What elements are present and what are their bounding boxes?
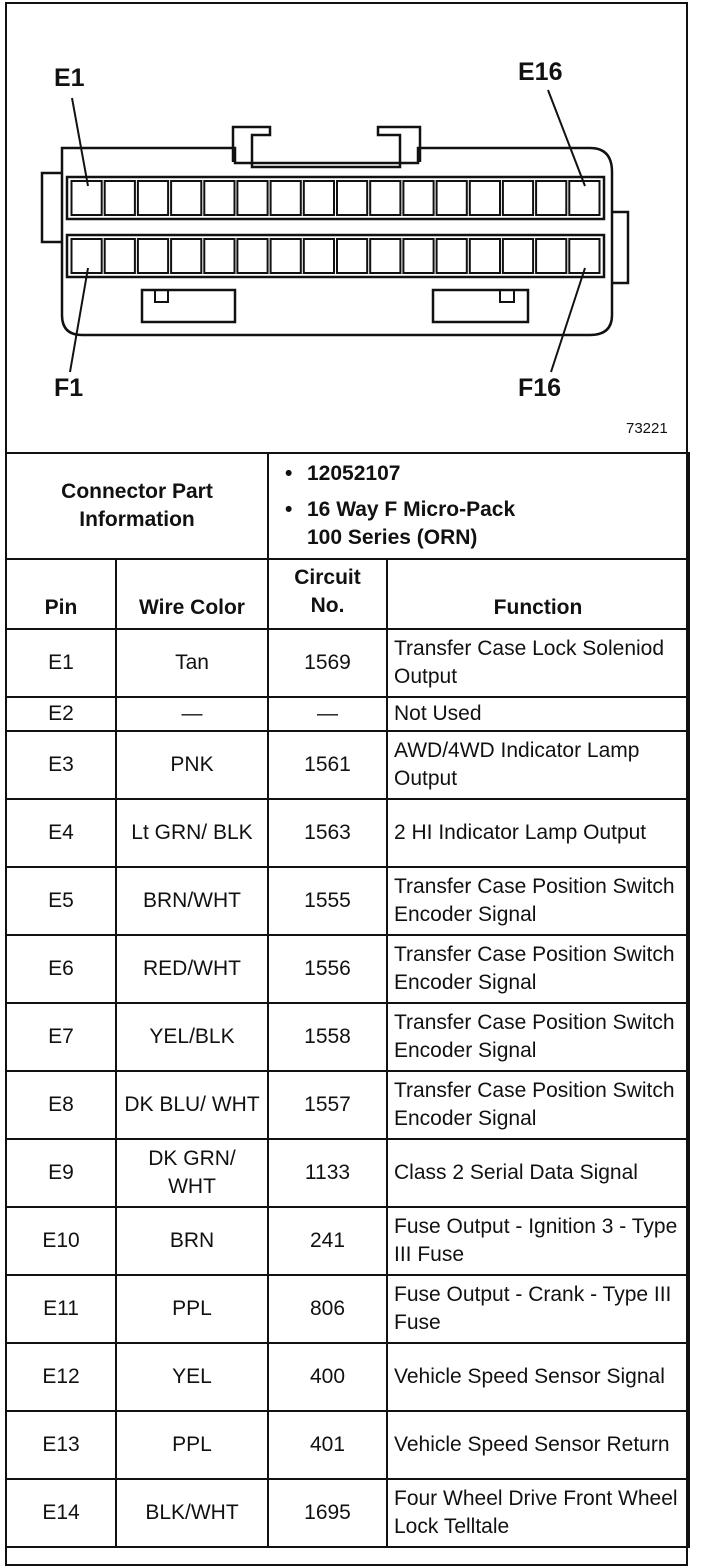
- header-circuit: [268, 559, 387, 629]
- pin-cavity-e9: [337, 181, 367, 215]
- pin-cavity-e12: [437, 181, 467, 215]
- circuit-cell: 241: [268, 1207, 387, 1275]
- table-header-row: [6, 559, 689, 629]
- description-line1: 16 Way F Micro-Pack: [307, 498, 516, 521]
- figure-number: 73221: [626, 420, 668, 437]
- pin-cavity-e15: [536, 181, 566, 215]
- circuit-cell: 1695: [268, 1479, 387, 1547]
- wire-color-cell: BRN: [116, 1207, 268, 1275]
- pin-cavity-f11: [403, 239, 433, 273]
- header-circuit-line2: No.: [310, 594, 345, 617]
- connector-info-label: [6, 453, 268, 559]
- pin-cell: E8: [6, 1071, 116, 1139]
- circuit-cell: 1563: [268, 799, 387, 867]
- pin-cavity-f1: [72, 239, 102, 273]
- function-cell: Four Wheel Drive Front Wheel Lock Telltale: [387, 1479, 689, 1547]
- description-line2: 100 Series (ORN): [307, 526, 478, 549]
- label-e1: E1: [54, 64, 85, 92]
- wire-color-cell: PPL: [116, 1275, 268, 1343]
- pin-cavity-f9: [337, 239, 367, 273]
- wire-color-cell: BLK/WHT: [116, 1479, 268, 1547]
- pin-cavity-f3: [138, 239, 168, 273]
- function-cell: Transfer Case Lock Soleniod Output: [387, 629, 689, 697]
- function-cell: Transfer Case Position Switch Encoder Signal: [387, 1071, 689, 1139]
- pin-cell: E6: [6, 935, 116, 1003]
- leader-f16: [551, 268, 585, 372]
- description-item: [285, 496, 682, 524]
- circuit-cell: 1556: [268, 935, 387, 1003]
- connector-diagram: [0, 0, 704, 452]
- pin-cavity-f12: [437, 239, 467, 273]
- table-row: [6, 935, 689, 1003]
- wire-color-cell: YEL/BLK: [116, 1003, 268, 1071]
- circuit-cell: 1555: [268, 867, 387, 935]
- circuit-cell: 1557: [268, 1071, 387, 1139]
- function-cell: Vehicle Speed Sensor Return: [387, 1411, 689, 1479]
- pin-row-e-frame: [67, 177, 604, 219]
- function-cell: Not Used: [387, 697, 689, 731]
- function-cell: Fuse Output - Crank - Type III Fuse: [387, 1275, 689, 1343]
- pin-cavity-e7: [271, 181, 301, 215]
- pin-cell: E2: [6, 697, 116, 731]
- pin-cell: E10: [6, 1207, 116, 1275]
- pin-row-e: [72, 181, 600, 215]
- pin-cell: E5: [6, 867, 116, 935]
- circuit-cell: 401: [268, 1411, 387, 1479]
- function-cell: Transfer Case Position Switch Encoder Signal: [387, 935, 689, 1003]
- pin-cavity-f2: [105, 239, 135, 273]
- label-e16: E16: [518, 58, 563, 86]
- pin-cavity-f14: [503, 239, 533, 273]
- table-row: [6, 1411, 689, 1479]
- pin-cavity-f8: [304, 239, 334, 273]
- pin-cavity-e6: [237, 181, 267, 215]
- pin-cavity-f15: [536, 239, 566, 273]
- leader-e16: [548, 90, 585, 186]
- connector-info-values: [268, 453, 689, 559]
- bottom-key-left-notch: [155, 290, 168, 302]
- pinout-table: [5, 452, 690, 1548]
- part-number-item: [285, 460, 682, 488]
- pin-cavity-e10: [370, 181, 400, 215]
- function-cell: Transfer Case Position Switch Encoder Signal: [387, 867, 689, 935]
- circuit-cell: 400: [268, 1343, 387, 1411]
- pin-cavity-e3: [138, 181, 168, 215]
- bullet-icon: •: [285, 498, 293, 521]
- pin-cell: E1: [6, 629, 116, 697]
- table-row: [6, 799, 689, 867]
- wire-color-cell: BRN/WHT: [116, 867, 268, 935]
- function-cell: Fuse Output - Ignition 3 - Type III Fuse: [387, 1207, 689, 1275]
- part-number: 12052107: [307, 462, 401, 485]
- function-cell: Class 2 Serial Data Signal: [387, 1139, 689, 1207]
- circuit-cell: 1569: [268, 629, 387, 697]
- circuit-cell: 1133: [268, 1139, 387, 1207]
- pin-cell: E14: [6, 1479, 116, 1547]
- label-f16: F16: [518, 374, 562, 402]
- wire-color-cell: PNK: [116, 731, 268, 799]
- top-latch: [233, 127, 420, 167]
- pin-cavity-e8: [304, 181, 334, 215]
- table-row: [6, 1003, 689, 1071]
- label-f1: F1: [54, 374, 84, 402]
- pin-cavity-e11: [403, 181, 433, 215]
- leader-e1: [72, 98, 88, 186]
- connector-info-label-line2: Information: [79, 508, 195, 531]
- pin-cavity-f13: [470, 239, 500, 273]
- function-cell: 2 HI Indicator Lamp Output: [387, 799, 689, 867]
- table-row: [6, 1139, 689, 1207]
- table-row: [6, 1343, 689, 1411]
- wire-color-cell: DK GRN/ WHT: [116, 1139, 268, 1207]
- pin-cavity-f6: [237, 239, 267, 273]
- pin-cell: E13: [6, 1411, 116, 1479]
- pin-cavity-e4: [171, 181, 201, 215]
- pin-row-f-frame: [67, 235, 604, 277]
- table-row: [6, 731, 689, 799]
- pin-cavity-e13: [470, 181, 500, 215]
- pin-cavity-e1: [72, 181, 102, 215]
- pin-cavity-e5: [204, 181, 234, 215]
- header-circuit-line1: Circuit: [294, 566, 361, 589]
- circuit-cell: —: [268, 697, 387, 731]
- table-row: [6, 1207, 689, 1275]
- circuit-cell: 806: [268, 1275, 387, 1343]
- table-row: [6, 1071, 689, 1139]
- pin-cavity-f5: [204, 239, 234, 273]
- wire-color-cell: DK BLU/ WHT: [116, 1071, 268, 1139]
- bullet-icon: •: [285, 462, 293, 485]
- wire-color-cell: PPL: [116, 1411, 268, 1479]
- left-side-tab: [42, 173, 62, 242]
- pin-cavity-f4: [171, 239, 201, 273]
- pin-cell: E4: [6, 799, 116, 867]
- pin-cell: E7: [6, 1003, 116, 1071]
- table-row: [6, 629, 689, 697]
- connector-info-label-line1: Connector Part: [61, 480, 213, 503]
- pin-cell: E12: [6, 1343, 116, 1411]
- table-row: [6, 697, 689, 731]
- wire-color-cell: —: [116, 697, 268, 731]
- wire-color-cell: YEL: [116, 1343, 268, 1411]
- pin-cell: E3: [6, 731, 116, 799]
- circuit-cell: 1561: [268, 731, 387, 799]
- header-pin: Pin: [6, 559, 116, 629]
- right-side-tab: [612, 212, 628, 283]
- pin-cell: E11: [6, 1275, 116, 1343]
- pin-cell: E9: [6, 1139, 116, 1207]
- function-cell: AWD/4WD Indicator Lamp Output: [387, 731, 689, 799]
- pin-cavity-f10: [370, 239, 400, 273]
- circuit-cell: 1558: [268, 1003, 387, 1071]
- table-row: [6, 867, 689, 935]
- function-cell: Vehicle Speed Sensor Signal: [387, 1343, 689, 1411]
- bottom-key-right-notch: [500, 290, 514, 302]
- pin-cavity-e14: [503, 181, 533, 215]
- connector-info-row: [6, 453, 689, 559]
- wire-color-cell: Lt GRN/ BLK: [116, 799, 268, 867]
- function-cell: Transfer Case Position Switch Encoder Signal: [387, 1003, 689, 1071]
- leader-f1: [70, 268, 88, 372]
- wire-color-cell: RED/WHT: [116, 935, 268, 1003]
- table-row: [6, 1275, 689, 1343]
- pin-cavity-e2: [105, 181, 135, 215]
- header-wire-color: Wire Color: [116, 559, 268, 629]
- pin-row-f: [72, 239, 600, 273]
- wire-color-cell: Tan: [116, 629, 268, 697]
- header-function: Function: [387, 559, 689, 629]
- table-row: [6, 1479, 689, 1547]
- pin-cavity-f7: [271, 239, 301, 273]
